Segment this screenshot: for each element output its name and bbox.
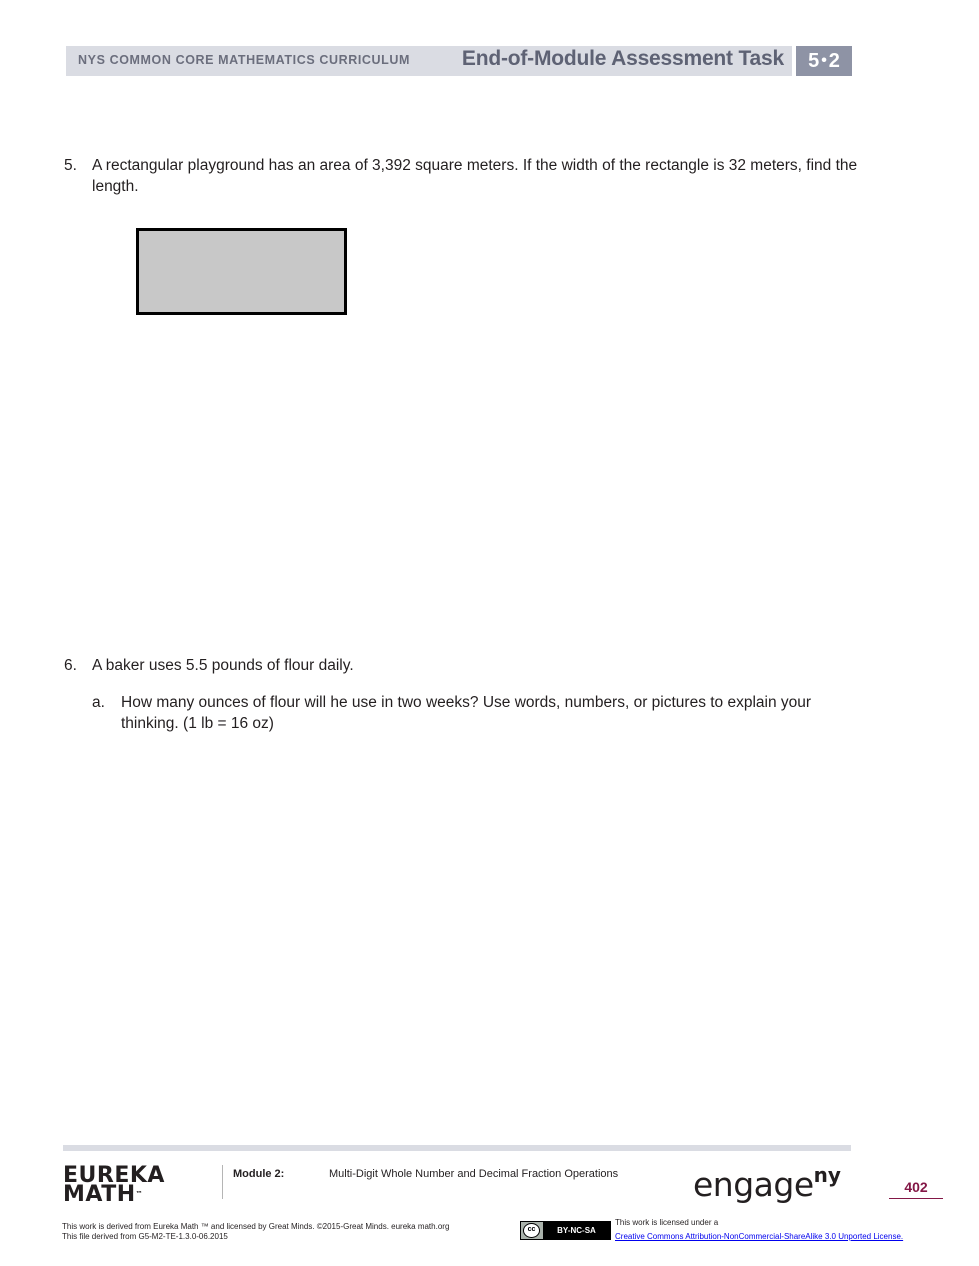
footer-module-label: Module 2: (233, 1168, 285, 1180)
cc-badge-text: BY-NC-SA (543, 1222, 610, 1239)
derivation-line-1: This work is derived from Eureka Math ™ and licensed by Great Minds. ©2015-Great Minds. eureka math.org (62, 1222, 450, 1231)
assessment-task-title: End-of-Module Assessment Task (461, 47, 784, 70)
playground-rectangle (136, 228, 347, 315)
logo-trademark: ™ (135, 1190, 143, 1198)
problem-6a-label: a. (92, 694, 105, 711)
derivation-notice (62, 1222, 449, 1242)
problem-6-text: A baker uses 5.5 pounds of flour daily. (92, 657, 354, 674)
footer-module-title: Multi-Digit Whole Number and Decimal Fraction Operations (329, 1168, 619, 1180)
eureka-math-logo (63, 1163, 165, 1207)
badge-dot-icon: • (821, 52, 827, 69)
logo-line-math: MATH (63, 1182, 136, 1207)
license-intro: This work is licensed under a (615, 1218, 719, 1227)
engageny-logo (693, 1163, 841, 1204)
problem-6-number: 6. (64, 657, 77, 674)
license-link[interactable]: Creative Commons Attribution-NonCommercial-ShareAlike 3.0 Unported License. (615, 1232, 904, 1241)
cc-icon: cc (523, 1223, 540, 1238)
logo-line-eureka: EUREKA (63, 1163, 165, 1188)
footer-rule (63, 1145, 851, 1151)
page-number: 402 (889, 1179, 943, 1199)
grade-module-badge (796, 46, 852, 76)
derivation-line-2: This file derived from G5-M2-TE-1.3.0-06.2015 (62, 1232, 228, 1241)
footer-divider (222, 1165, 223, 1199)
badge-grade: 5 (808, 50, 820, 72)
problem-5-text: A rectangular playground has an area of 3,392 square meters. If the width of the rectangle is 32 meters, find the length. (92, 157, 858, 195)
engage-wordmark: engage (693, 1165, 814, 1204)
curriculum-label: NYS COMMON CORE MATHEMATICS CURRICULUM (78, 53, 411, 67)
cc-license-badge[interactable] (520, 1221, 611, 1240)
problem-6a-text: How many ounces of flour will he use in two weeks? Use words, numbers, or pictures to explain your thinking. (1 lb = 16 oz) (121, 694, 812, 732)
badge-module: 2 (828, 50, 840, 72)
problem-5-number: 5. (64, 157, 77, 174)
ny-wordmark: ny (813, 1163, 841, 1187)
